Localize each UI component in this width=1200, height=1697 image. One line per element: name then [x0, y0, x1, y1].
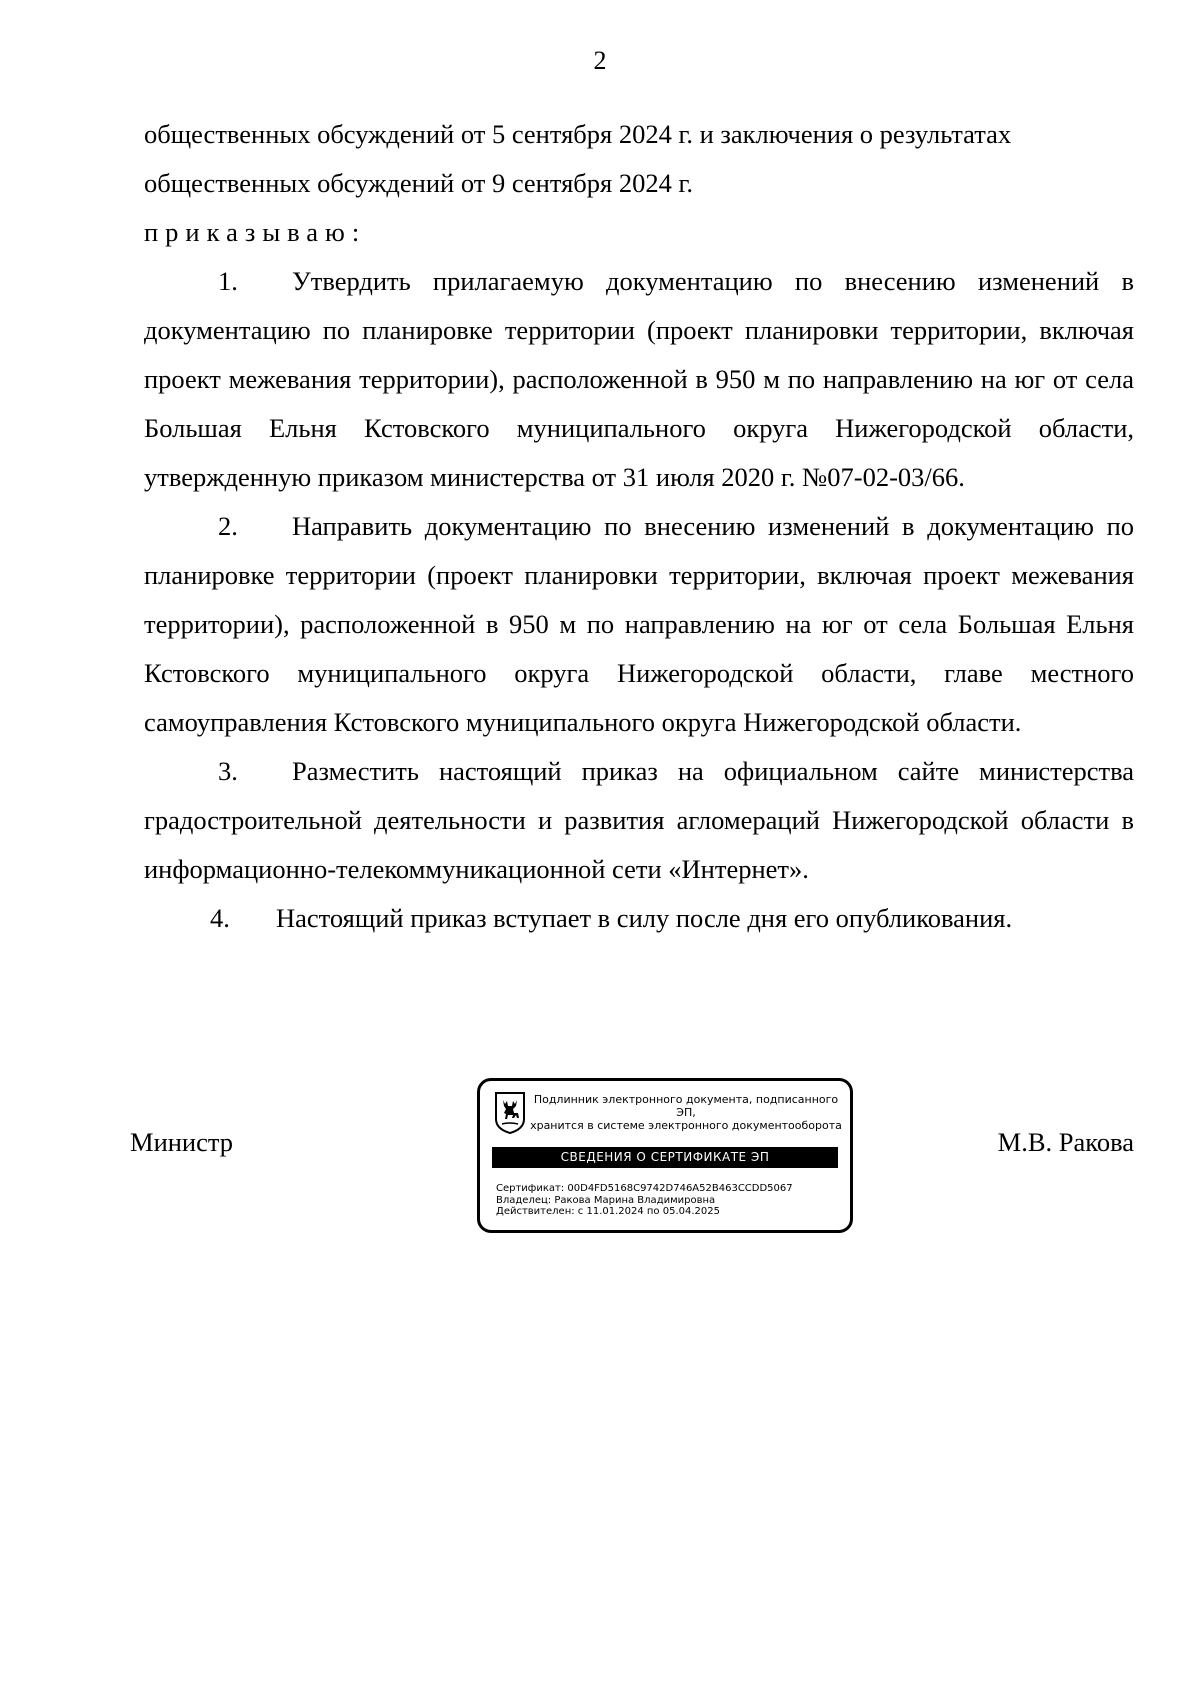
order-item-4	[144, 894, 1134, 943]
intro-line: общественных обсуждений от 5 сентября 2024 г. и заключения о результатах	[144, 119, 1012, 149]
certificate-number: Сертификат: 00D4FD5168C9742D746A52B463CCDD5067	[496, 1183, 793, 1194]
item-text: Настоящий приказ вступает в силу после дня его опубликования.	[276, 903, 1013, 933]
signatory-title: Министр	[130, 1127, 234, 1157]
document-body	[144, 110, 1134, 943]
certificate-info-header: СВЕДЕНИЯ О СЕРТИФИКАТЕ ЭП	[492, 1147, 838, 1168]
item-number: 3.	[218, 756, 238, 786]
item-number: 2.	[218, 511, 238, 541]
electronic-signature-stamp	[477, 1078, 853, 1233]
stamp-notice-line: Подлинник электронного документа, подписанного ЭП,	[533, 1093, 839, 1119]
page-number: 2	[593, 46, 607, 75]
item-text: Направить документацию по внесению изменений в документацию по планировке территории (проект планировки территории, включая проект межевания территории), расположенной в 950 м по направлению на юг от села Большая Ельня Кстовского муниципального округа Нижегородской области, главе местного самоуправления Кстовского муниципального округа Нижегородской области.	[144, 511, 1134, 737]
certificate-validity: Действителен: с 11.01.2024 по 05.04.2025	[496, 1206, 720, 1217]
signatory-name: М.В. Ракова	[997, 1127, 1134, 1157]
stamp-notice	[526, 1093, 846, 1132]
item-number: 4.	[210, 903, 230, 933]
order-item-2	[144, 502, 1134, 747]
order-word: приказываю:	[144, 217, 367, 247]
order-item-3	[144, 747, 1134, 894]
item-text: Утвердить прилагаемую документацию по внесению изменений в документацию по планировке территории (проект планировки территории, включая проект межевания территории), расположенной в 950 м по направлению на юг от села Большая Ельня Кстовского муниципального округа Нижегородской области, утвержденную приказом министерства от 31 июля 2020 г. №07-02-03/66.	[144, 266, 1134, 492]
nizhny-novgorod-deer-emblem-icon	[494, 1091, 526, 1135]
order-item-1	[144, 257, 1134, 502]
certificate-details	[496, 1183, 793, 1218]
item-text: Разместить настоящий приказ на официальном сайте министерства градостроительной деятельности и развития агломераций Нижегородской области в информационно-телекоммуникационной сети «Интернет».	[144, 756, 1134, 884]
item-number: 1.	[218, 266, 238, 296]
intro-line: общественных обсуждений от 9 сентября 2024 г.	[144, 168, 693, 198]
stamp-notice-line: хранится в системе электронного документооборота	[530, 1119, 842, 1132]
certificate-owner: Владелец: Ракова Марина Владимировна	[496, 1194, 716, 1206]
